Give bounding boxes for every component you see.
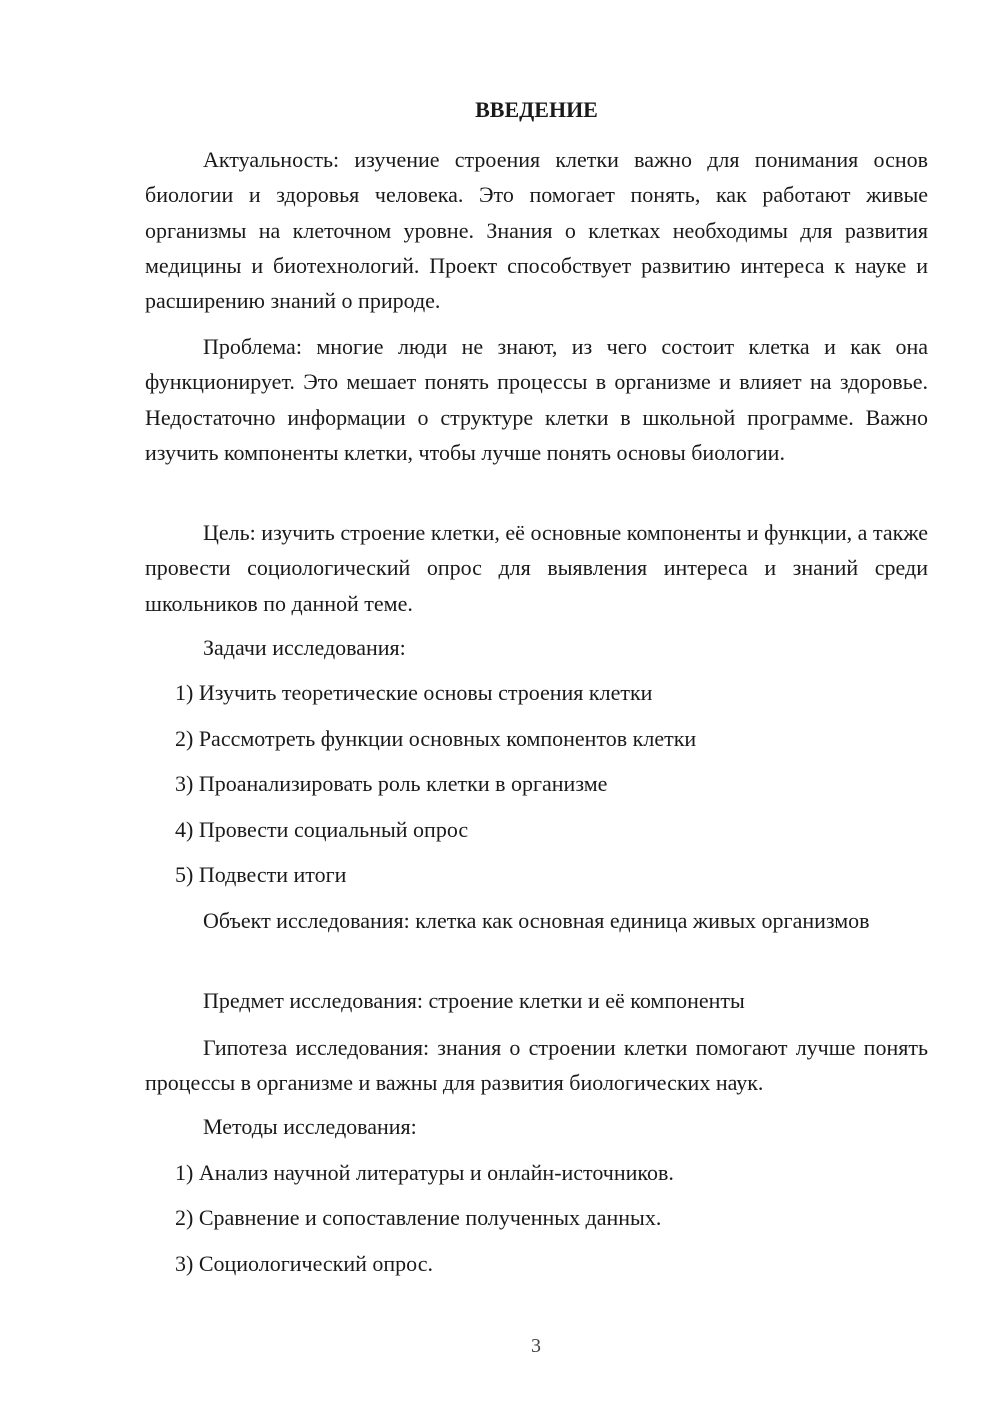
object-paragraph: Объект исследования: клетка как основная единица живых организмов xyxy=(203,908,870,933)
subject-paragraph: Предмет исследования: строение клетки и её компоненты xyxy=(203,988,745,1013)
task-item: 5) Подвести итоги xyxy=(175,862,347,887)
method-item: 1) Анализ научной литературы и онлайн-источников. xyxy=(175,1160,674,1185)
method-item: 2) Сравнение и сопоставление полученных данных. xyxy=(175,1205,662,1230)
task-item: 3) Проанализировать роль клетки в организме xyxy=(175,771,608,796)
methods-heading: Методы исследования: xyxy=(203,1114,417,1139)
tasks-heading: Задачи исследования: xyxy=(203,635,406,660)
method-item: 3) Социологический опрос. xyxy=(175,1251,433,1276)
hypothesis-paragraph: Гипотеза исследования: знания о строении клетки помогают лучше понять процессы в организме и важны для развития биологических наук. xyxy=(145,1035,928,1096)
problem-paragraph: Проблема: многие люди не знают, из чего состоит клетка и как она функционирует. Это мешает понять процессы в организме и влияет на здоровье. Недостаточно информации о структуре клетки в школьной программе. Важно изучить компоненты клетки, чтобы лучше понять основы биологии. xyxy=(145,334,928,465)
section-title: ВВЕДЕНИЕ xyxy=(475,97,598,122)
task-item: 4) Провести социальный опрос xyxy=(175,817,469,842)
relevance-paragraph: Актуальность: изучение строения клетки важно для понимания основ биологии и здоровья человека. Это помогает понять, как работают живые организмы на клеточном уровне. Знания о клетках необходимы для развития медицины и биотехнологий. Проект способствует развитию интереса к науке и расширению знаний о природе. xyxy=(145,147,928,314)
page-number: 3 xyxy=(531,1335,541,1357)
goal-paragraph: Цель: изучить строение клетки, её основные компоненты и функции, а также провести социологический опрос для выявления интереса и знаний среди школьников по данной теме. xyxy=(145,520,928,616)
task-item: 1) Изучить теоретические основы строения клетки xyxy=(175,680,653,705)
task-item: 2) Рассмотреть функции основных компонентов клетки xyxy=(175,726,697,751)
